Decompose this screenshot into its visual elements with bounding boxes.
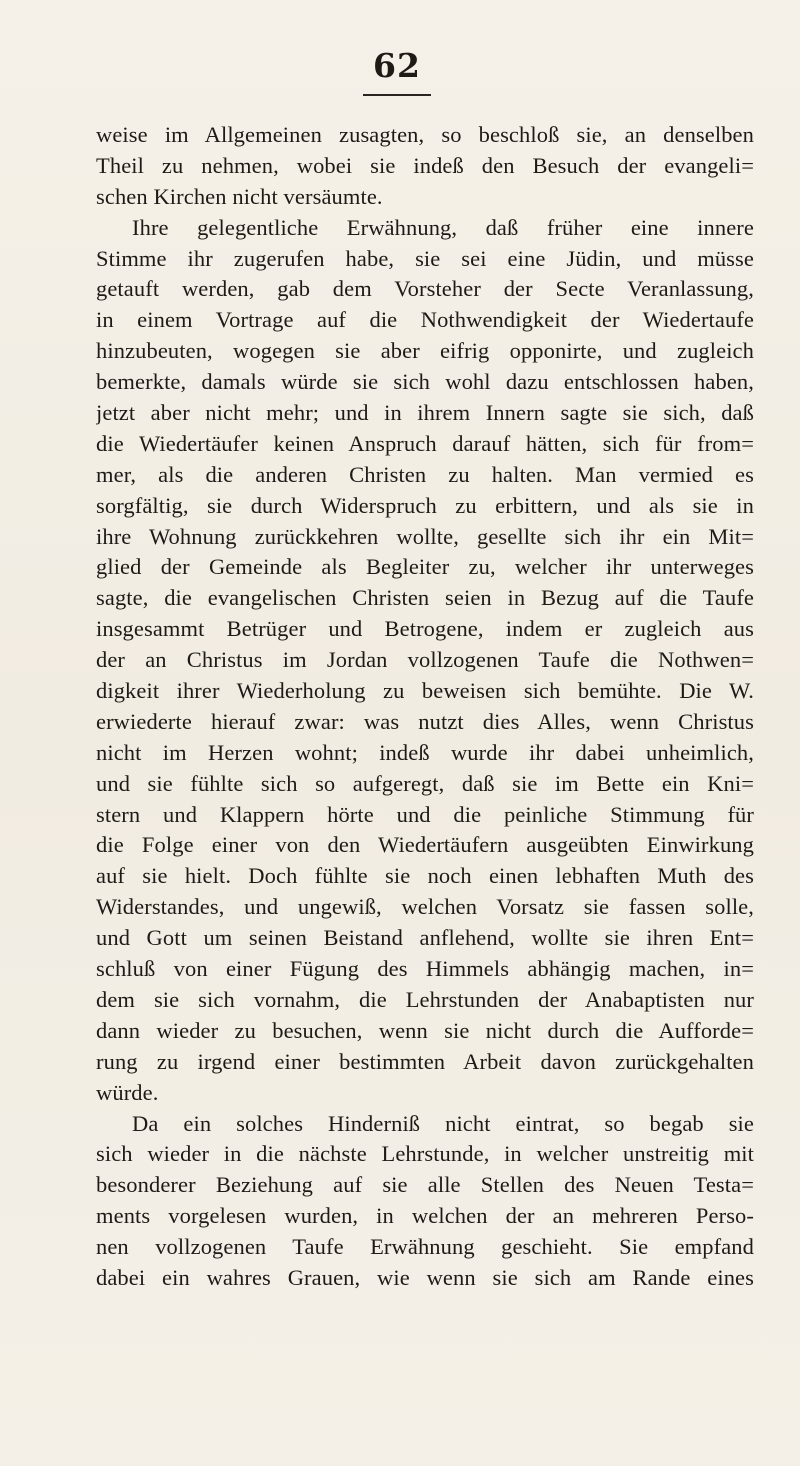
text-line: Stimme ihr zugerufen habe, sie sei eine Jüdin, und müsse [96, 245, 754, 271]
text-line: sorgfältig, sie durch Widerspruch zu erbittern, und als sie in [96, 492, 754, 518]
text-line: Ihre gelegentliche Erwähnung, daß früher eine innere [132, 214, 754, 240]
text-line: und Gott um seinen Beistand anflehend, wollte sie ihren Ent= [96, 925, 754, 951]
text-line: getauft werden, gab dem Vorsteher der Secte Veranlassung, [96, 276, 754, 302]
body-text [96, 120, 754, 1294]
text-line: nen vollzogenen Taufe Erwähnung geschieht. Sie empfand [96, 1234, 754, 1260]
text-line: stern und Klappern hörte und die peinliche Stimmung für [96, 801, 754, 827]
text-line: dabei ein wahres Grauen, wie wenn sie sich am Rande eines [96, 1264, 754, 1290]
text-line: sagte, die evangelischen Christen seien in Bezug auf die Taufe [96, 585, 754, 611]
text-line: glied der Gemeinde als Begleiter zu, welcher ihr unterweges [96, 554, 754, 580]
text-line: hinzubeuten, wogegen sie aber eifrig opponirte, und zugleich [96, 338, 754, 364]
text-line: weise im Allgemeinen zusagten, so beschloß sie, an denselben [96, 122, 754, 147]
text-line: in einem Vortrage auf die Nothwendigkeit der Wiedertaufe [96, 307, 754, 333]
text-line: und sie fühlte sich so aufgeregt, daß sie im Bette ein Kni= [96, 770, 754, 796]
page-number: 62 [373, 46, 421, 85]
text-line: ihre Wohnung zurückkehren wollte, gesellte sich ihr ein Mit= [96, 523, 754, 549]
text-line: schluß von einer Fügung des Himmels abhängig machen, in= [96, 956, 754, 982]
text-line: erwiederte hierauf zwar: was nutzt dies Alles, wenn Christus [96, 708, 754, 734]
text-line: dann wieder zu besuchen, wenn sie nicht durch die Aufforde= [96, 1017, 754, 1043]
text-line: schen Kirchen nicht versäumte. [96, 183, 383, 209]
text-line: sich wieder in die nächste Lehrstunde, in welcher unstreitig mit [96, 1141, 754, 1167]
text-line: dem sie sich vornahm, die Lehrstunden der Anabaptisten nur [96, 986, 754, 1012]
text-line: besonderer Beziehung auf sie alle Stellen des Neuen Testa= [96, 1172, 754, 1198]
text-line: die Folge einer von den Wiedertäufern ausgeübten Einwirkung [96, 832, 754, 858]
text-line: ments vorgelesen wurden, in welchen der an mehreren Perso- [96, 1203, 754, 1229]
text-line: die Wiedertäufer keinen Anspruch darauf hätten, sich für from= [96, 430, 754, 456]
text-line: rung zu irgend einer bestimmten Arbeit davon zurückgehalten [96, 1048, 754, 1074]
text-line: mer, als die anderen Christen zu halten. Man vermied es [96, 461, 754, 487]
text-line: nicht im Herzen wohnt; indeß wurde ihr dabei unheimlich, [96, 739, 754, 765]
text-line: bemerkte, damals würde sie sich wohl dazu entschlossen haben, [96, 369, 754, 395]
text-line: jetzt aber nicht mehr; und in ihrem Innern sagte sie sich, daß [96, 400, 754, 426]
text-line: Widerstandes, und ungewiß, welchen Vorsatz sie fassen solle, [96, 894, 754, 920]
text-line: auf sie hielt. Doch fühlte sie noch einen lebhaften Muth des [96, 863, 754, 889]
text-line: insgesammt Betrüger und Betrogene, indem er zugleich aus [96, 616, 754, 642]
text-line: der an Christus im Jordan vollzogenen Taufe die Nothwen= [96, 647, 754, 673]
text-line: Da ein solches Hinderniß nicht eintrat, so begab sie [132, 1110, 754, 1136]
text-line: würde. [96, 1079, 159, 1105]
text-line: digkeit ihrer Wiederholung zu beweisen sich bemühte. Die W. [96, 678, 754, 704]
text-line: Theil zu nehmen, wobei sie indeß den Besuch der evangeli= [96, 152, 754, 178]
page-number-underline [363, 94, 431, 96]
